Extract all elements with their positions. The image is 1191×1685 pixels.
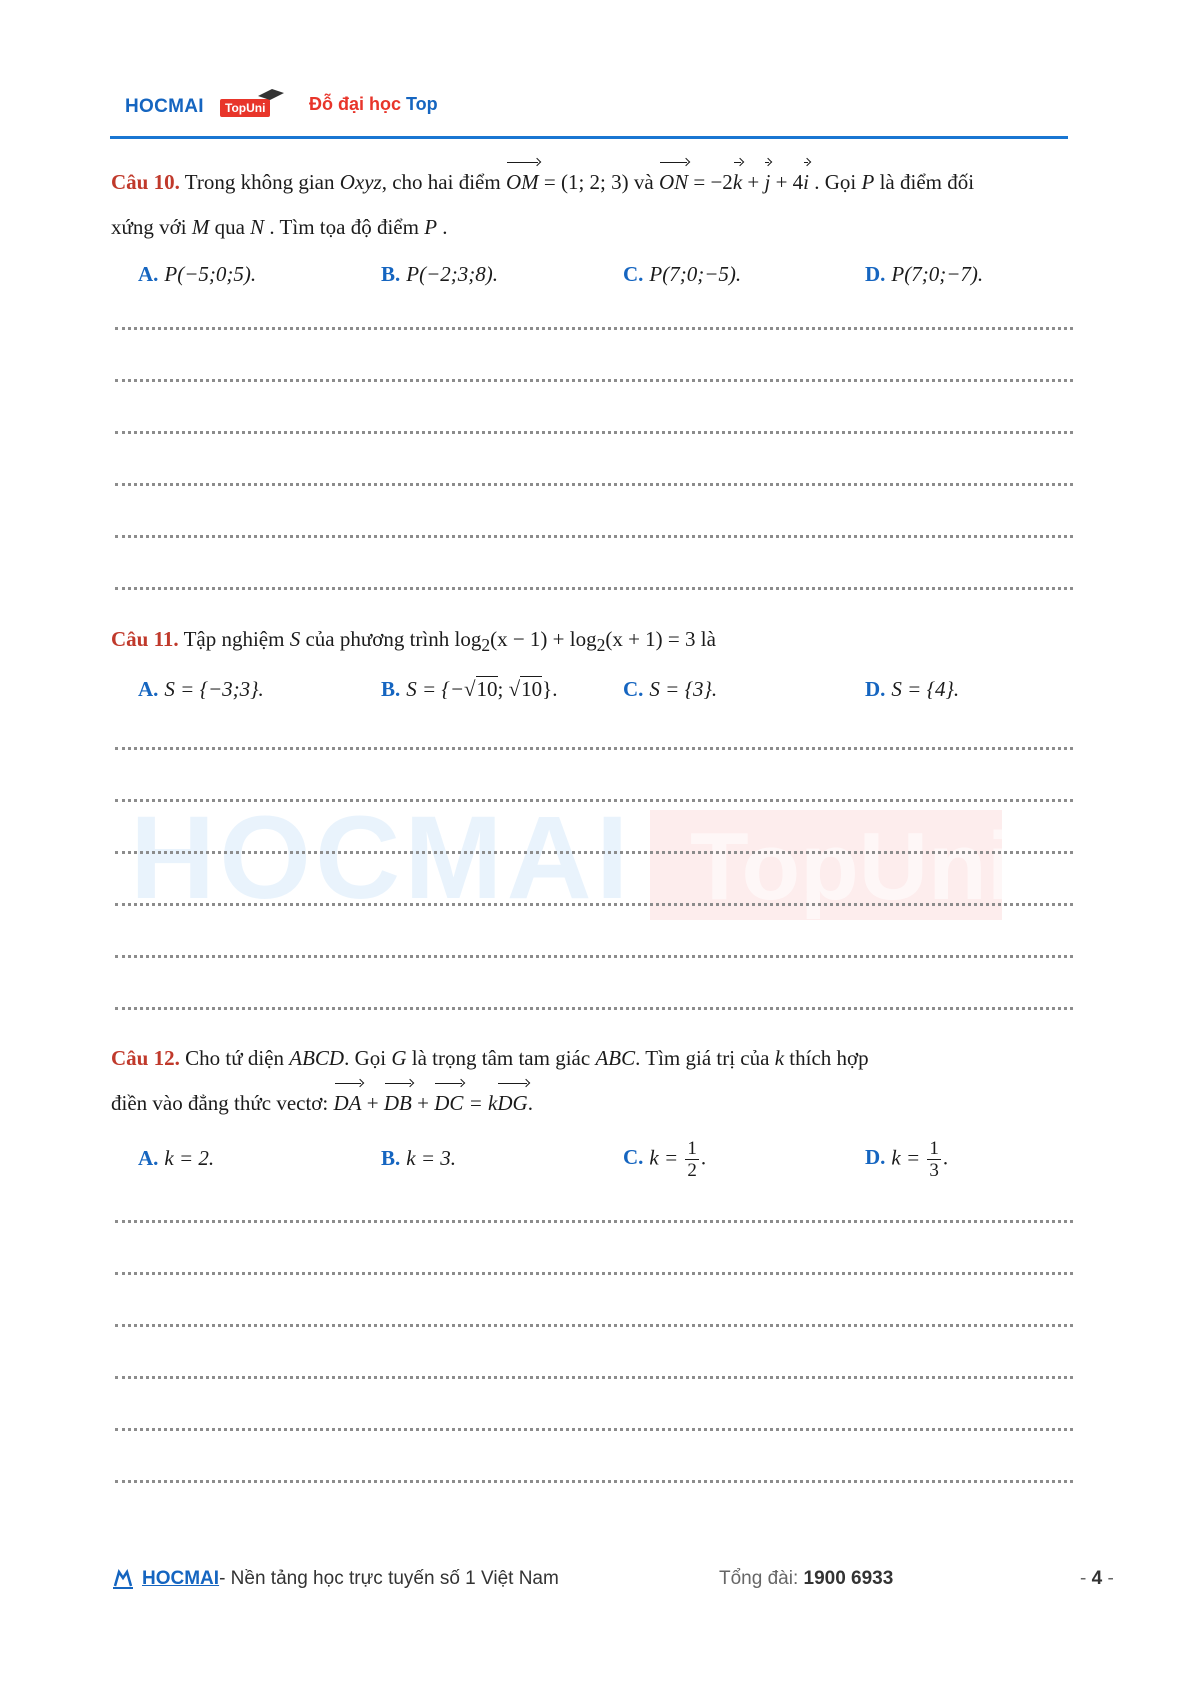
question-11: Câu 11. Tập nghiệm S của phương trình $\log_2(x - 1) + \log_2(x + 1) = 3$ là (111, 627, 716, 656)
answer-line (115, 1007, 1073, 1010)
question-12-options (138, 1138, 1098, 1181)
answer-line (115, 1324, 1073, 1327)
option-a[interactable]: A. P(−5;0;5). (138, 262, 257, 286)
question-11-options (138, 677, 1098, 717)
question-10-options (138, 262, 1098, 302)
question-label: Câu 12. (111, 1046, 180, 1070)
header-slogan: Đỗ đại học Top (309, 94, 438, 114)
option-d[interactable]: D. k = $\frac{1}{3}$ . (865, 1138, 949, 1181)
answer-line (115, 327, 1073, 330)
footer-tagline: - Nền tảng học trực tuyến số 1 Việt Nam (219, 1568, 559, 1589)
answer-line (115, 1220, 1073, 1223)
answer-line (115, 379, 1073, 382)
answer-line (115, 955, 1073, 958)
header-brand-tag: TopUni (220, 99, 270, 117)
answer-line (115, 1272, 1073, 1275)
option-d[interactable]: D. S = {4}. (865, 677, 960, 701)
page-number: - 4 - (1080, 1568, 1114, 1589)
option-b[interactable]: B. P(−2;3;8). (381, 262, 498, 286)
answer-line (115, 1480, 1073, 1483)
option-d[interactable]: D. P(7;0;−7). (865, 262, 984, 286)
answer-line (115, 1428, 1073, 1431)
question-label: Câu 10. (111, 170, 180, 194)
answer-line (115, 851, 1073, 854)
option-a[interactable]: A. k = 2. (138, 1146, 215, 1170)
answer-line (115, 1376, 1073, 1379)
watermark: HOCMAI TopUni (130, 792, 1014, 924)
footer-hotline: Tổng đài: 1900 6933 (719, 1568, 894, 1589)
option-a[interactable]: A. S = {−3;3}. (138, 677, 264, 701)
header-brand: HOCMAI (125, 96, 204, 117)
answer-line (115, 431, 1073, 434)
hocmai-logo-icon (111, 1568, 135, 1590)
answer-line (115, 483, 1073, 486)
answer-line (115, 535, 1073, 538)
option-b[interactable]: B. S = {−√10; √10}. (381, 677, 558, 701)
graduation-cap-icon (256, 87, 286, 101)
answer-line (115, 747, 1073, 750)
question-12: Câu 12. Cho tứ diện ABCD. Gọi G là trọng tâm tam giác ABC. Tìm giá trị của k thích hợp điền vào đẳng thức vectơ: DA + DB + DC = kDG. (111, 1036, 1086, 1126)
footer-brand (111, 1568, 559, 1590)
option-c[interactable]: C. S = {3}. (623, 677, 718, 701)
question-label: Câu 11. (111, 627, 179, 651)
answer-line (115, 903, 1073, 906)
answer-line (115, 799, 1073, 802)
option-b[interactable]: B. k = 3. (381, 1146, 457, 1170)
answer-line (115, 587, 1073, 590)
footer-brand-link[interactable]: HOCMAI (142, 1568, 220, 1589)
header-divider (110, 136, 1068, 139)
option-c[interactable]: C. k = $\frac{1}{2}$ . (623, 1138, 707, 1181)
option-c[interactable]: C. P(7;0;−5). (623, 262, 742, 286)
question-10: Câu 10. Trong không gian Oxyz, cho hai điểm OM = (1; 2; 3) và ON = −2k + j + 4i . Gọi P là điểm đối xứng với M qua N . Tìm tọa độ điểm P . (111, 160, 1086, 250)
